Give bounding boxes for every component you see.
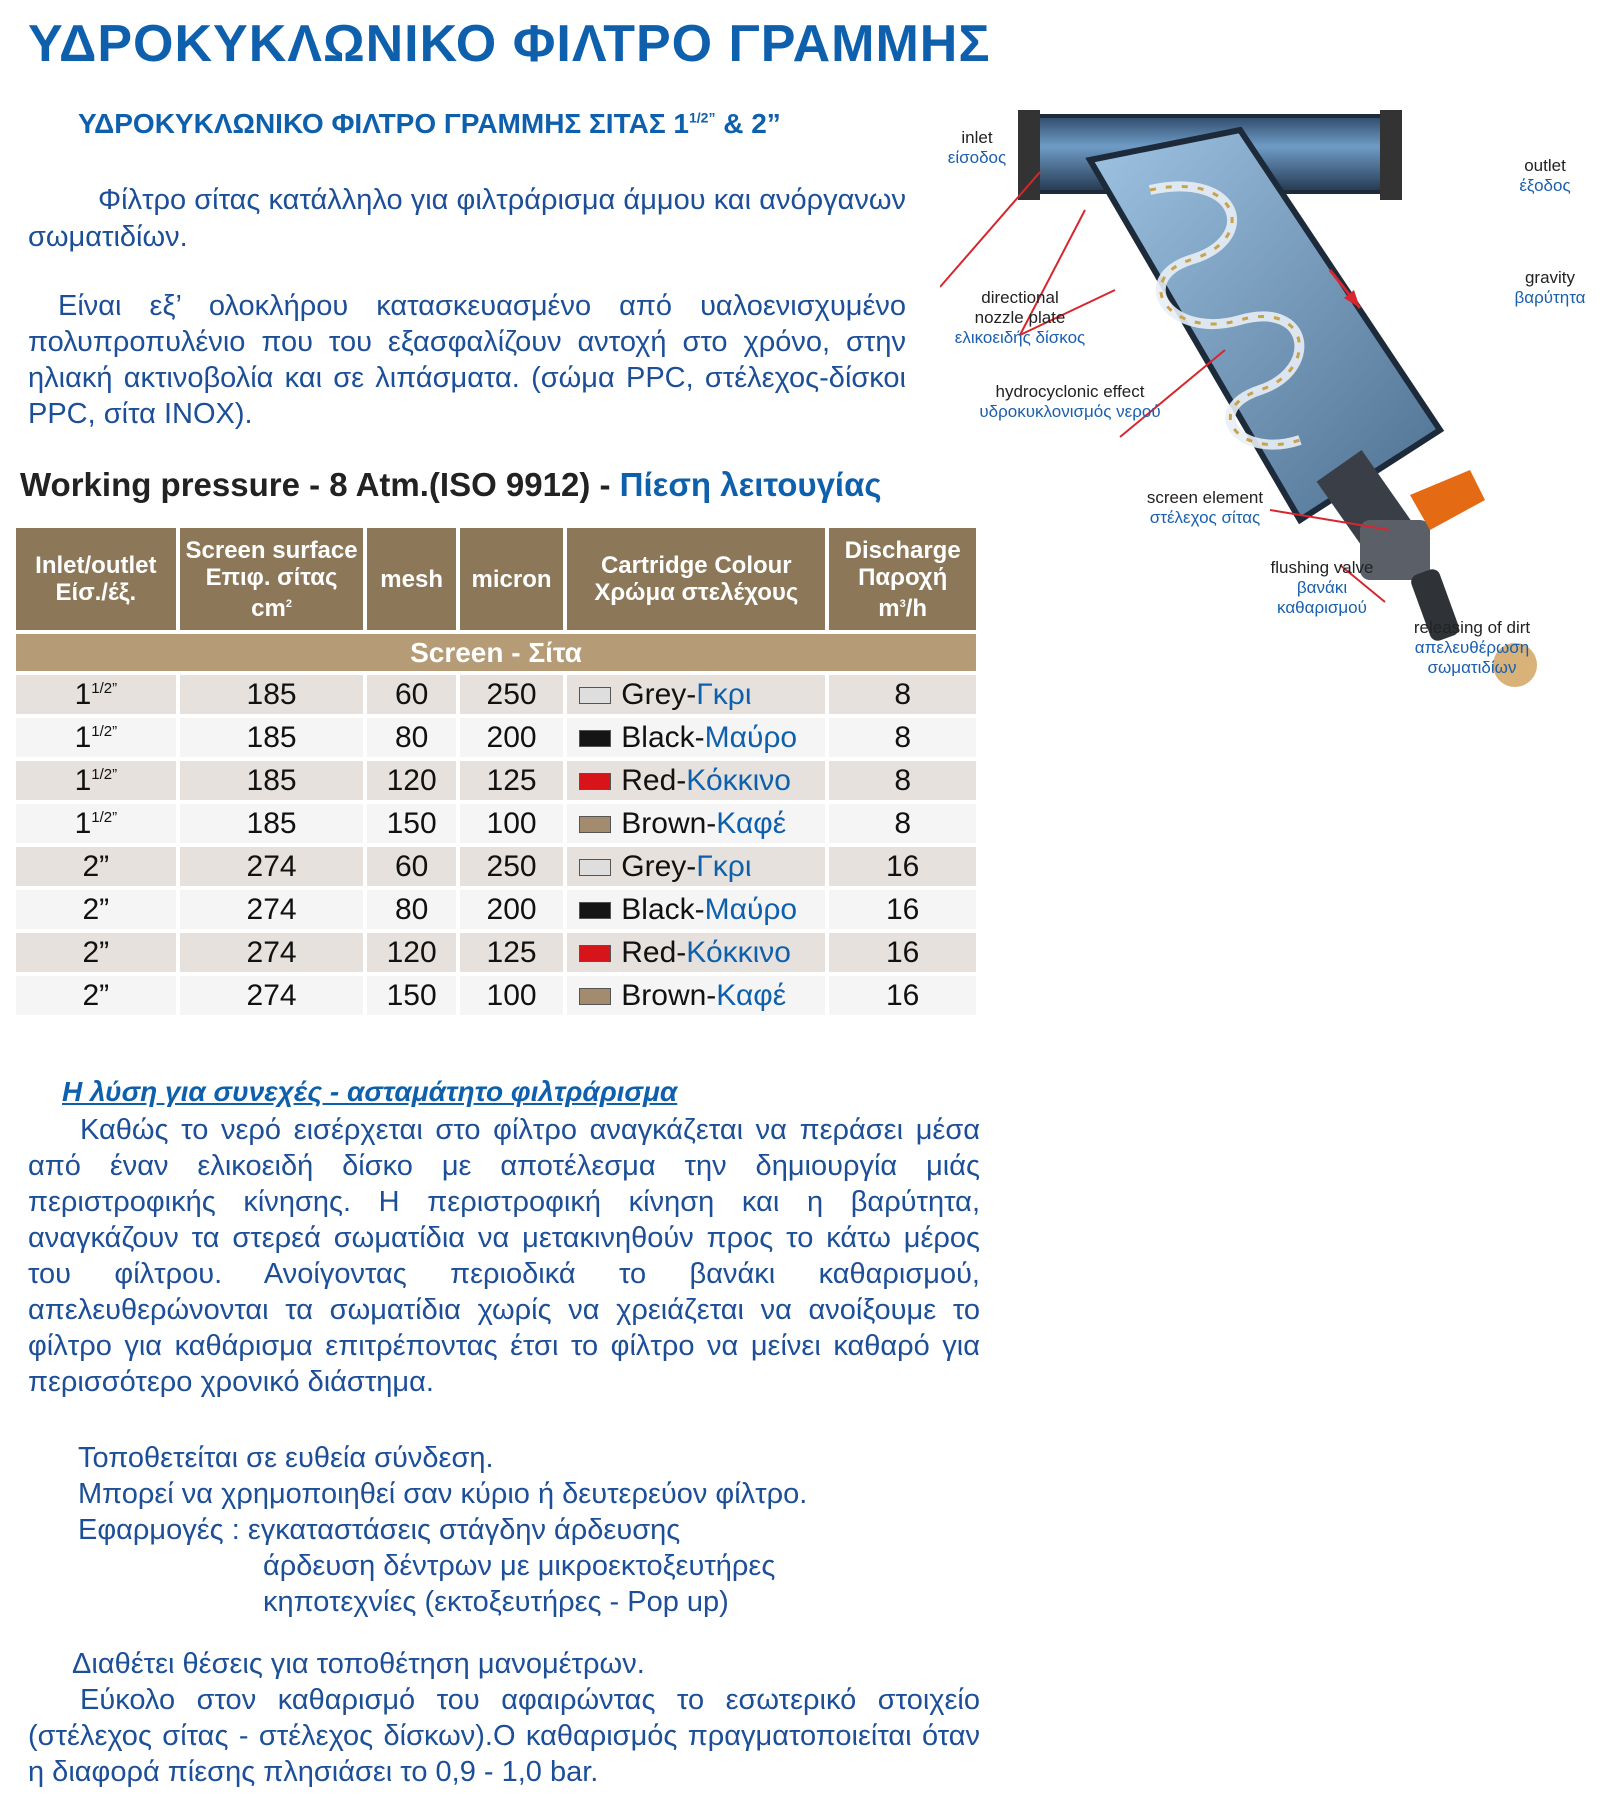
colour-en: Brown- xyxy=(621,978,717,1012)
label-inlet-en: inlet xyxy=(961,128,993,147)
colour-swatch xyxy=(579,988,611,1005)
cell-mesh: 80 xyxy=(367,890,455,929)
colour-en: Grey- xyxy=(621,677,697,711)
colour-swatch xyxy=(579,859,611,876)
cell-mesh: 150 xyxy=(367,804,455,843)
header-inlet xyxy=(16,528,176,630)
inlet-size-main: 1 xyxy=(74,806,92,840)
label-gravity xyxy=(1495,268,1605,308)
label-releasing-dirt xyxy=(1402,618,1542,678)
cell-micron: 100 xyxy=(460,976,563,1015)
colour-swatch xyxy=(579,902,611,919)
colour-en: Red- xyxy=(621,935,687,969)
pressure-en: Working pressure - 8 Atm.(ISO 9912) - xyxy=(20,466,620,503)
colour-gr: Γκρι xyxy=(696,849,752,883)
cell-colour xyxy=(567,847,825,886)
header-mesh: mesh xyxy=(367,528,455,630)
cell-discharge: 8 xyxy=(829,718,976,757)
label-inlet-gr: είσοδος xyxy=(947,148,1007,167)
specs-table xyxy=(12,524,980,1019)
colour-gr: Μαύρο xyxy=(704,720,798,754)
table-row xyxy=(16,933,976,972)
feature-line-4: άρδευση δέντρων με μικροεκτοξευτήρες xyxy=(263,1550,776,1582)
inlet-size xyxy=(75,764,118,798)
subtitle-tail: & 2” xyxy=(715,108,781,139)
inlet-size xyxy=(75,807,118,841)
table-row xyxy=(16,761,976,800)
cell-micron: 250 xyxy=(460,675,563,714)
cell-inlet xyxy=(16,976,176,1015)
subtitle-text: ΥΔΡΟΚΥΚΛΩΝΙΚΟ ΦΙΛΤΡΟ ΓΡΑΜΜΗΣ ΣΙΤΑΣ 1 xyxy=(78,108,689,139)
intro-paragraph-1: Φίλτρο σίτας κατάλληλο για φιλτράρισμα άμμου και ανόργανων σωματιδίων. xyxy=(28,184,906,253)
cell-surface: 185 xyxy=(180,761,364,800)
label-outlet-en: outlet xyxy=(1524,156,1566,175)
cell-micron: 125 xyxy=(460,933,563,972)
colour-en: Black- xyxy=(621,892,705,926)
colour-swatch xyxy=(579,816,611,833)
label-hydro-en: hydrocyclonic effect xyxy=(995,382,1145,401)
table-row xyxy=(16,675,976,714)
section-label: Screen - Σίτα xyxy=(16,634,976,671)
inlet-size-main: 1 xyxy=(74,677,92,711)
table-section-row xyxy=(16,634,976,671)
header-discharge-gr: Παροχή xyxy=(858,563,948,591)
label-nozzle-en1: directional xyxy=(981,288,1059,307)
cell-mesh: 150 xyxy=(367,976,455,1015)
inlet-size xyxy=(75,678,118,712)
cell-mesh: 120 xyxy=(367,761,455,800)
inlet-size-main: 1 xyxy=(74,720,92,754)
cell-micron: 125 xyxy=(460,761,563,800)
solution-heading: Η λύση για συνεχές - ασταμάτητο φιλτράρισμα xyxy=(62,1076,678,1107)
header-discharge-unit-tail: /h xyxy=(905,594,928,622)
label-hydro-gr: υδροκυκλονισμός νερού xyxy=(979,402,1161,421)
inlet-size-main: 2” xyxy=(82,978,110,1012)
label-gravity-en: gravity xyxy=(1524,268,1576,287)
header-surface-unit: cm xyxy=(251,594,286,622)
header-colour-gr: Χρώμα στελέχους xyxy=(594,579,799,606)
cell-colour xyxy=(567,933,825,972)
colour-swatch xyxy=(579,945,611,962)
cell-micron: 250 xyxy=(460,847,563,886)
inlet-size-sup: 1/2” xyxy=(91,679,118,697)
cell-colour xyxy=(567,675,825,714)
table-row xyxy=(16,890,976,929)
colour-swatch xyxy=(579,730,611,747)
header-inlet-en: Inlet/outlet xyxy=(35,552,157,579)
product-subtitle xyxy=(78,108,781,140)
feature-line-5: κηποτεχνίες (εκτοξευτήρες - Pop up) xyxy=(263,1586,729,1618)
feature-line-2: Μπορεί να χρημοποιηθεί σαν κύριο ή δευτερεύον φίλτρο. xyxy=(78,1478,808,1510)
label-gravity-gr: βαρύτητα xyxy=(1514,288,1586,307)
cell-surface: 185 xyxy=(180,675,364,714)
header-micron: micron xyxy=(460,528,563,630)
cell-discharge: 8 xyxy=(829,675,976,714)
header-discharge-en: Discharge xyxy=(844,536,961,564)
inlet-size xyxy=(82,936,109,970)
solution-paragraph: Καθώς το νερό εισέρχεται στο φίλτρο αναγκάζεται να περάσει μέσα από έναν ελικοειδή δίσκο με αποτέλεσμα την δημιουργία μιάς περιστροφικής κίνησης. Η περιστροφική κίνηση και η βαρύτητα, αναγκάζουν τα στερεά σωματίδια να μετακινηθούν προς το κάτω μέρος του φίλτρου. Ανοίγοντας περιοδικά το βανάκι καθαρισμού, απελευθερώνονται τα σωματίδια χωρίς να χρειάζεται να ανοίξουμε το φίλτρο για καθάρισμα επιτρέποντας έτσι το φίλτρο να μείνει καθαρό για περισσότερο χρονικό διάστημα. xyxy=(28,1114,980,1398)
header-surface-gr: Επιφ. σίτας xyxy=(205,563,338,591)
label-nozzle-gr: ελικοειδής δίσκος xyxy=(954,328,1086,347)
header-discharge-unit: m xyxy=(878,594,900,622)
colour-swatch xyxy=(579,687,611,704)
header-discharge-sup: 3 xyxy=(899,597,906,610)
closing-paragraph-2: Εύκολο στον καθαρισμό του αφαιρώντας το εσωτερικό στοιχείο (στέλεχος σίτας - στέλεχος δίσκων).Ο καθαρισμός πραγματοποιείται όταν η διαφορά πίεσης πλησιάσει το 0,9 - 1,0 bar. xyxy=(28,1684,980,1788)
colour-gr: Μαύρο xyxy=(704,892,798,926)
header-surface-sup: 2 xyxy=(285,597,292,610)
inlet-size-sup: 1/2” xyxy=(91,808,118,826)
label-nozzle-en2: nozzle plate xyxy=(974,308,1066,327)
cell-micron: 200 xyxy=(460,718,563,757)
cell-surface: 274 xyxy=(180,933,364,972)
inlet-size xyxy=(82,850,109,884)
header-surface-en: Screen surface xyxy=(185,536,358,564)
header-surface xyxy=(180,528,364,630)
colour-en: Brown- xyxy=(621,806,717,840)
label-nozzle-plate xyxy=(940,288,1100,348)
inlet-size-sup: 1/2” xyxy=(91,722,118,740)
header-colour xyxy=(567,528,825,630)
label-flush-gr1: βανάκι xyxy=(1296,578,1348,597)
inlet-size-main: 2” xyxy=(82,935,110,969)
label-flush-gr2: καθαρισμού xyxy=(1277,598,1367,617)
cell-discharge: 16 xyxy=(829,890,976,929)
colour-en: Black- xyxy=(621,720,705,754)
cell-inlet xyxy=(16,804,176,843)
cell-discharge: 8 xyxy=(829,761,976,800)
cell-discharge: 16 xyxy=(829,933,976,972)
label-outlet xyxy=(1495,156,1595,196)
label-screen-element xyxy=(1135,488,1275,528)
colour-gr: Κόκκινο xyxy=(686,935,791,969)
label-flushing-valve xyxy=(1262,558,1382,618)
label-screen-gr: στέλεχος σίτας xyxy=(1149,508,1261,527)
label-inlet xyxy=(940,128,1014,168)
table-row xyxy=(16,718,976,757)
label-dirt-gr1: απελευθέρωση xyxy=(1414,638,1530,657)
colour-swatch xyxy=(579,773,611,790)
cell-colour xyxy=(567,976,825,1015)
colour-gr: Γκρι xyxy=(696,677,752,711)
inlet-size-main: 2” xyxy=(82,892,110,926)
cell-discharge: 8 xyxy=(829,804,976,843)
inlet-flange xyxy=(1018,110,1040,200)
cell-inlet xyxy=(16,675,176,714)
cell-surface: 185 xyxy=(180,804,364,843)
cell-surface: 274 xyxy=(180,890,364,929)
colour-gr: Καφέ xyxy=(716,806,787,840)
inlet-size-main: 1 xyxy=(74,763,92,797)
cell-surface: 185 xyxy=(180,718,364,757)
cell-inlet xyxy=(16,718,176,757)
page-title: ΥΔΡΟΚΥΚΛΩΝΙΚΟ ΦΙΛΤΡΟ ΓΡΑΜΜΗΣ xyxy=(28,15,991,73)
cell-mesh: 60 xyxy=(367,847,455,886)
colour-en: Red- xyxy=(621,763,687,797)
table-row xyxy=(16,804,976,843)
colour-gr: Καφέ xyxy=(716,978,787,1012)
cell-surface: 274 xyxy=(180,847,364,886)
cell-inlet xyxy=(16,890,176,929)
inlet-size xyxy=(82,893,109,927)
intro-paragraph-2: Είναι εξ’ ολοκλήρου κατασκευασμένο από υαλοενισχυμένο πολυπροπυλένιο που του εξασφαλίζουν αντοχή στο χρόνο, στην ηλιακή ακτινοβολία και σε λιπάσματα. (σώμα PPC, στέλεχος-δίσκοι PPC, σίτα INOX). xyxy=(28,290,906,430)
inlet-size-main: 2” xyxy=(82,849,110,883)
cell-inlet xyxy=(16,933,176,972)
header-inlet-gr: Είσ./έξ. xyxy=(55,579,137,606)
cell-mesh: 60 xyxy=(367,675,455,714)
inlet-size-sup: 1/2” xyxy=(91,765,118,783)
cell-discharge: 16 xyxy=(829,847,976,886)
inlet-size xyxy=(82,979,109,1013)
table-header-row xyxy=(16,528,976,630)
feature-line-1: Τοποθετείται σε ευθεία σύνδεση. xyxy=(78,1442,494,1474)
cell-inlet xyxy=(16,847,176,886)
colour-gr: Κόκκινο xyxy=(686,763,791,797)
cell-discharge: 16 xyxy=(829,976,976,1015)
label-hydrocyclonic xyxy=(970,382,1170,422)
label-dirt-en: releasing of dirt xyxy=(1413,618,1531,637)
table-row xyxy=(16,847,976,886)
cell-micron: 100 xyxy=(460,804,563,843)
filter-diagram xyxy=(940,100,1610,720)
inlet-size xyxy=(75,721,118,755)
cell-mesh: 80 xyxy=(367,718,455,757)
outlet-flange xyxy=(1380,110,1402,200)
working-pressure xyxy=(20,466,882,504)
cell-colour xyxy=(567,804,825,843)
colour-en: Grey- xyxy=(621,849,697,883)
nozzle-leader xyxy=(940,172,1040,287)
feature-line-3: Εφαρμογές : εγκαταστάσεις στάγδην άρδευσης xyxy=(78,1514,681,1546)
cell-mesh: 120 xyxy=(367,933,455,972)
label-screen-en: screen element xyxy=(1146,488,1264,507)
table-row xyxy=(16,976,976,1015)
subtitle-sup: 1/2” xyxy=(688,109,716,126)
cell-colour xyxy=(567,761,825,800)
cell-colour xyxy=(567,718,825,757)
closing-paragraph-1: Διαθέτει θέσεις για τοποθέτηση μανομέτρων. xyxy=(72,1648,645,1680)
cell-inlet xyxy=(16,761,176,800)
pressure-gr: Πίεση λειτουγίας xyxy=(619,466,882,503)
cell-colour xyxy=(567,890,825,929)
cell-surface: 274 xyxy=(180,976,364,1015)
header-colour-en: Cartridge Colour xyxy=(600,552,792,579)
cell-micron: 200 xyxy=(460,890,563,929)
label-dirt-gr2: σωματιδίων xyxy=(1427,658,1517,677)
label-flush-en: flushing valve xyxy=(1270,558,1374,577)
label-outlet-gr: έξοδος xyxy=(1519,176,1571,195)
